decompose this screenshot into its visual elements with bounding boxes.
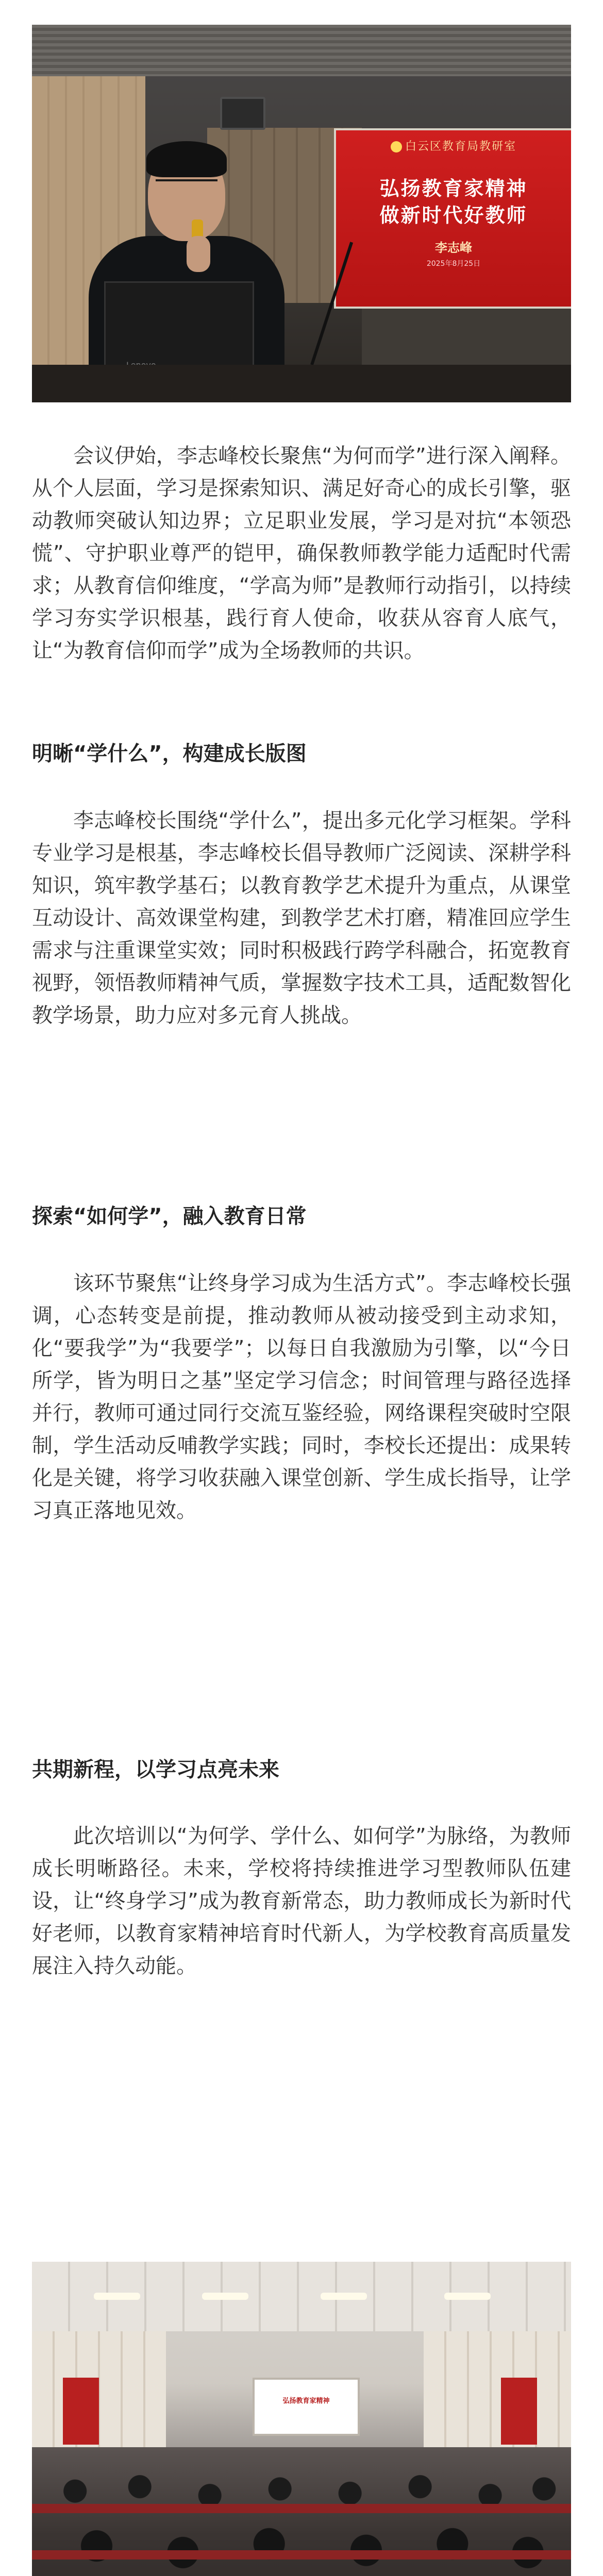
speaker-hand [187, 236, 210, 272]
speaker-hair [146, 141, 227, 177]
window-blinds [32, 25, 571, 76]
screen-title-line1: 弘扬教育家精神 [379, 177, 528, 200]
auditorium-screen [253, 2378, 360, 2436]
section3-paragraph: 此次培训以“为何学、学什么、如何学”为脉络，为教师成长明晰路径。未来，学校将持续推进学习型教师队伍建设，让“终身学习”成为教育新常态，助力教师成长为新时代好老师，以教育家精神培育时代新人，为学校教育高质量发展注入持久动能。 [32, 1824, 571, 1978]
intro-paragraph: 会议伊始，李志峰校长聚焦“为何而学”进行深入阐释。从个人层面，学习是探索知识、满足好奇心的成长引擎，驱动教师突破认知边界；立足职业发展，学习是对抗“本领恐慌”、守护职业尊严的铠甲，确保教师教学能力适配时代需求；从教育信仰维度，“学高为师”是教师行动指引，以持续学习夯实学识根基，践行育人使命，收获从容育人底气，让“为教育信仰而学”成为全场教师的共识。 [32, 444, 571, 663]
wall-speaker [220, 97, 265, 130]
podium [32, 365, 571, 402]
school-logo-icon [391, 141, 402, 152]
red-banner [501, 2378, 537, 2445]
section1-heading: 明晰“学什么”，构建成长版图 [32, 742, 307, 766]
auditorium-photo [32, 2262, 571, 2576]
screen-header [336, 138, 571, 154]
auditorium-screen-title: 弘扬教育家精神 [282, 2397, 330, 2405]
screen-date: 2025年8月25日 [426, 260, 481, 268]
projection-screen [336, 130, 571, 307]
ceiling-light [444, 2293, 491, 2300]
red-table-row [32, 2550, 571, 2560]
section1-paragraph: 李志峰校长围绕“学什么”，提出多元化学习框架。学科专业学习是根基，李志峰校长倡导教师广泛阅读、深耕学科知识，筑牢教学基石；以教育教学艺术提升为重点，从课堂互动设计、高效课堂构建，到教学艺术打磨，精准回应学生需求与注重课堂实效；同时积极践行跨学科融合，拓宽教育视野，领悟教师精神气质，掌握数字技术工具，适配数智化教学场景，助力应对多元育人挑战。 [32, 809, 571, 1027]
ceiling-light [321, 2293, 367, 2300]
ceiling-light [202, 2293, 248, 2300]
section2-heading: 探索“如何学”，融入教育日常 [32, 1205, 307, 1228]
ceiling-light [94, 2293, 140, 2300]
screen-header-text: 白云区教育局教研室 [405, 140, 516, 153]
red-table-row [32, 2504, 571, 2513]
speaker-photo [32, 25, 571, 402]
section2-paragraph: 该环节聚焦“让终身学习成为生活方式”。李志峰校长强调，心态转变是前提，推动教师从被动接受到主动求知，化“要我学”为“我要学”；以每日自我激励为引擎，以“今日所学，皆为明日之基”坚定学习信念；时间管理与路径选择并行，教师可通过同行交流互鉴经验，网络课程突破时空限制，学生活动反哺教学实践；同时，李校长还提出：成果转化是关键，将学习收获融入课堂创新、学生成长指导，让学习真正落地见效。 [32, 1272, 571, 1522]
screen-presenter: 李志峰 [435, 241, 472, 255]
screen-title-line2: 做新时代好教师 [379, 204, 528, 227]
red-banner [63, 2378, 99, 2445]
section3-heading: 共期新程，以学习点亮未来 [32, 1758, 279, 1782]
speaker-glasses [156, 179, 217, 195]
